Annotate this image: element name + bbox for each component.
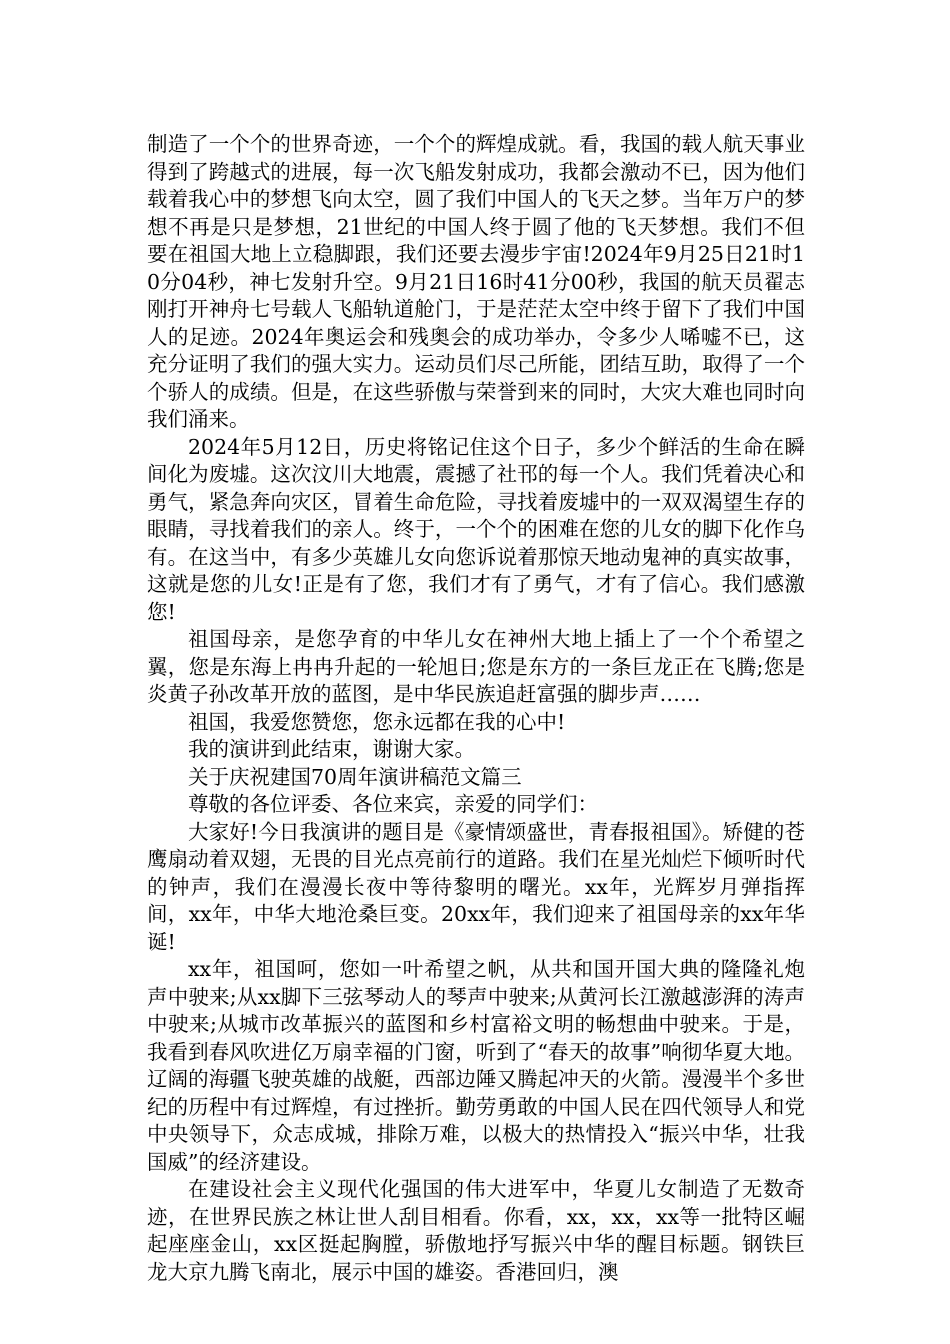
paragraph: 我的演讲到此结束，谢谢大家。 (188, 737, 475, 761)
paragraph: xx年，祖国呵，您如一叶希望之帆，从共和国开国大典的隆隆礼炮声中驶来;从xx脚下三弦琴动人的琴声中驶来;从黄河长江激越澎湃的涛声中驶来;从城市改革振兴的蓝图和乡村富裕文明的畅想曲中驶来。于是，我看到春风吹进亿万扇幸福的门窗，听到了“春天的故事”响彻华夏大地。辽阔的海疆飞驶英雄的战艇，西部边陲又腾起冲天的火箭。漫漫半个多世纪的历程中有过辉煌，有过挫折。勤劳勇敢的中国人民在四代领导人和党中央领导下，众志成城，排除万难，以极大的热情投入“振兴中华，壮我国威”的经济建设。 (147, 957, 805, 1174)
paragraph: 大家好!今日我演讲的题目是《豪情颂盛世，青春报祖国》。矫健的苍鹰扇动着双翅，无畏的目光点亮前行的道路。我们在星光灿烂下倾听时代的钟声，我们在漫漫长夜中等待黎明的曙光。xx年，光辉岁月弹指挥间，xx年，中华大地沧桑巨变。20xx年，我们迎来了祖国母亲的xx年华诞! (147, 819, 805, 954)
document-page (147, 131, 805, 1286)
paragraph: 祖国，我爱您赞您，您永远都在我的心中! (188, 709, 566, 734)
paragraph: 祖国母亲，是您孕育的中华儿女在神州大地上插上了一个个希望之翼，您是东海上冉冉升起的一轮旭日;您是东方的一条巨龙正在飞腾;您是炎黄子孙改革开放的蓝图，是中华民族追赶富强的脚步声…… (147, 627, 805, 706)
paragraph: 制造了一个个的世界奇迹，一个个的辉煌成就。看，我国的载人航天事业得到了跨越式的进展，每一次飞船发射成功，我都会激动不已，因为他们载着我心中的梦想飞向太空，圆了我们中国人的飞天之梦。当年万户的梦想不再是只是梦想，21世纪的中国人终于圆了他的飞天梦想。我们不但要在祖国大地上立稳脚跟，我们还要去漫步宇宙!2024年9月25日21时10分04秒，神七发射升空。9月21日16时41分00秒，我国的航天员翟志刚打开神舟七号载人飞船轨道舱门，于是茫茫太空中终于留下了我们中国人的足迹。2024年奥运会和残奥会的成功举办，令多少人唏嘘不已，这充分证明了我们的强大实力。运动员们尽己所能，团结互助，取得了一个个骄人的成绩。但是，在这些骄傲与荣誉到来的同时，大灾大难也同时向我们涌来。 (147, 132, 805, 431)
paragraph: 2024年5月12日，历史将铭记住这个日子，多少个鲜活的生命在瞬间化为废墟。这次汶川大地震，震撼了社邗的每一个人。我们凭着决心和勇气，紧急奔向灾区，冒着生命危险，寻找着废墟中的一双双渴望生存的眼睛，寻找着我们的亲人。终于，一个个的困难在您的儿女的脚下化作乌有。在这当中，有多少英雄儿女向您诉说着那惊天地动鬼神的真实故事，这就是您的儿女!正是有了您，我们才有了勇气，才有了信心。我们感激您! (147, 434, 805, 624)
paragraph: 在建设社会主义现代化强国的伟大进军中，华夏儿女制造了无数奇迹，在世界民族之林让世人刮目相看。你看，xx，xx，xx等一批特区崛起座座金山，xx区挺起胸膛，骄傲地抒写振兴中华的醒目标题。钢铁巨龙大京九腾飞南北，展示中国的雄姿。香港回归，澳 (147, 1177, 805, 1284)
section-heading: 关于庆祝建国70周年演讲稿范文篇三 (188, 764, 522, 789)
salutation: 尊敬的各位评委、各位来宾，亲爱的同学们： (188, 792, 598, 816)
